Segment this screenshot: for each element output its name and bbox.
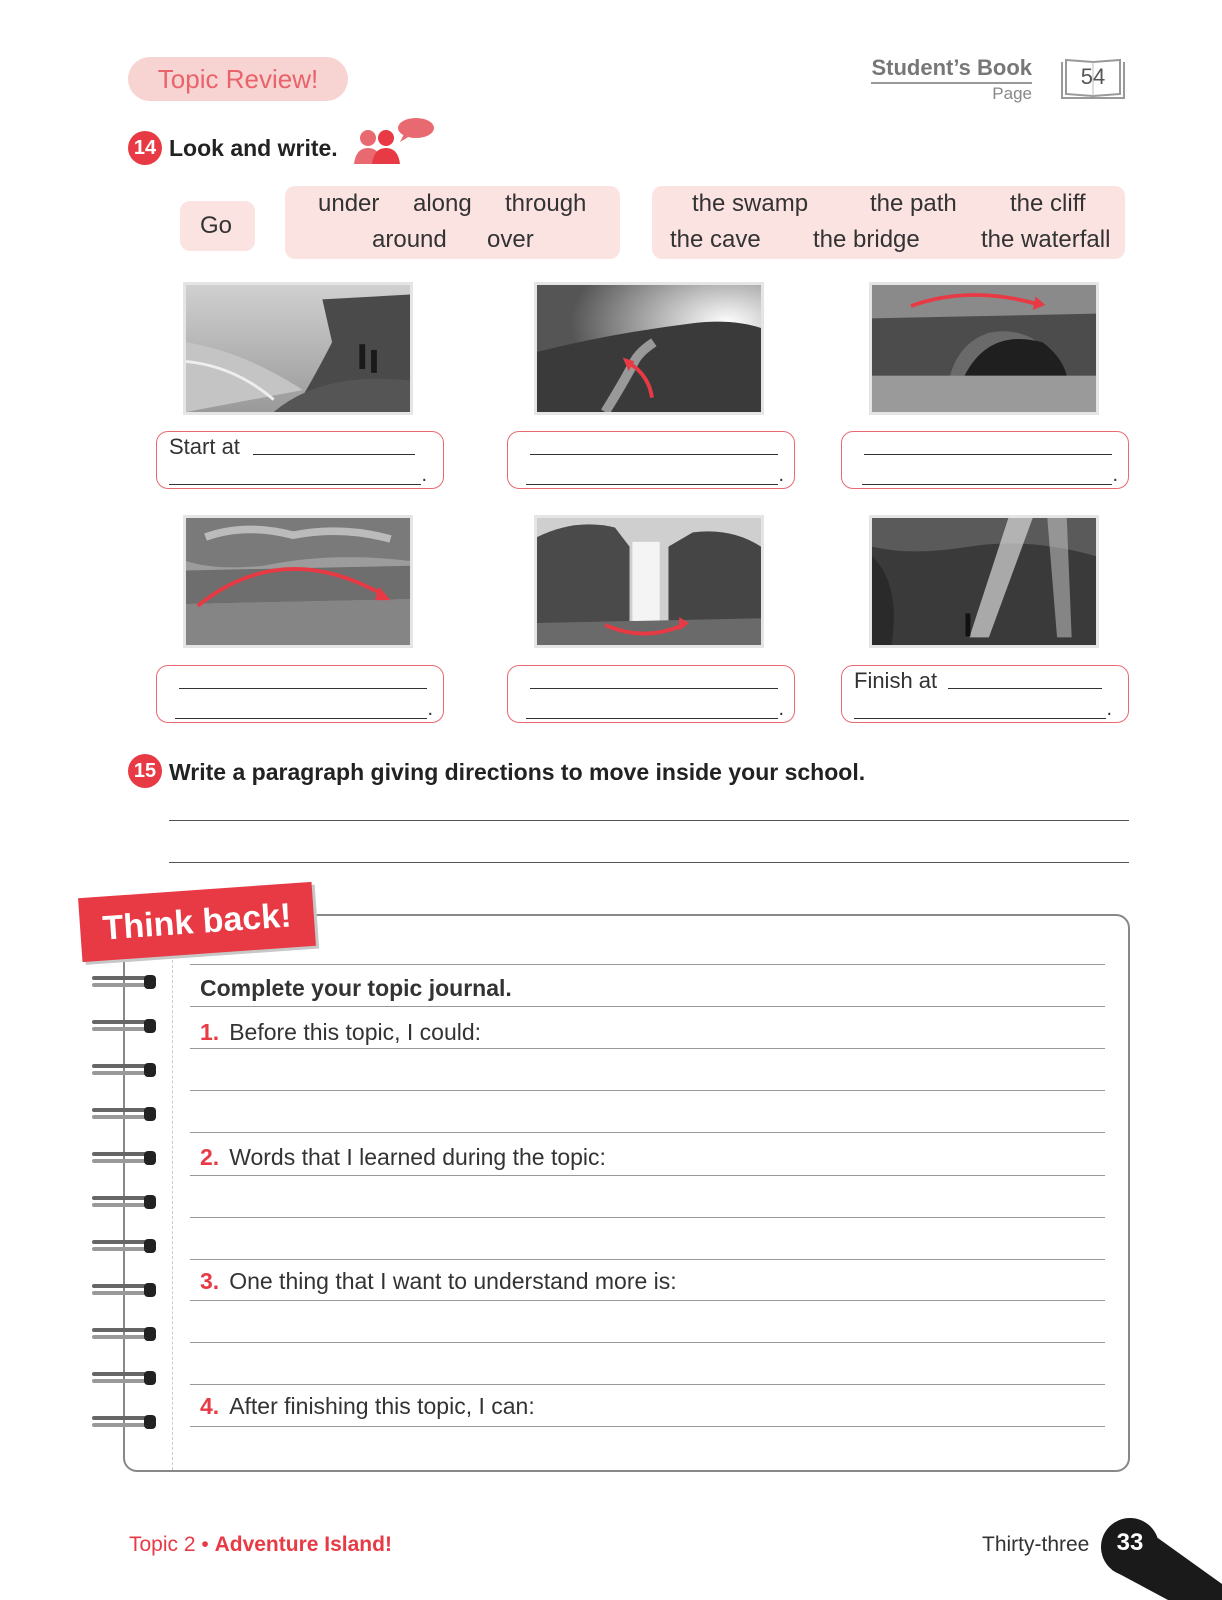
word-the-path: the path bbox=[870, 190, 957, 217]
spiral-ring bbox=[92, 1061, 158, 1079]
notebook-rule[interactable] bbox=[190, 1384, 1105, 1385]
start-at-label: Start at bbox=[169, 434, 240, 459]
word-go: Go bbox=[200, 212, 233, 239]
word-box-prepositions bbox=[285, 186, 620, 259]
period: . bbox=[778, 464, 784, 486]
journal-item-3-text: One thing that I want to understand more is: bbox=[229, 1268, 677, 1294]
spiral-ring bbox=[92, 973, 158, 991]
journal-item-1 bbox=[200, 1019, 481, 1046]
students-book-page-number: 54 bbox=[1080, 64, 1106, 89]
word-the-waterfall: the waterfall bbox=[981, 226, 1111, 253]
photo-cliff bbox=[183, 282, 413, 415]
finish-at-label: Finish at bbox=[854, 668, 938, 693]
answer-box-1[interactable] bbox=[156, 431, 444, 489]
word-box-places bbox=[652, 186, 1125, 259]
period: . bbox=[427, 698, 433, 720]
notebook-rule bbox=[190, 1006, 1105, 1007]
spiral-ring bbox=[92, 1281, 158, 1299]
word-around: around bbox=[372, 226, 447, 253]
answer-line[interactable] bbox=[175, 718, 427, 719]
exercise-15-number: 15 bbox=[128, 754, 162, 788]
photo-path bbox=[534, 282, 764, 415]
period: . bbox=[421, 464, 427, 486]
students-book-reference bbox=[871, 55, 1032, 104]
word-over: over bbox=[487, 226, 534, 253]
answer-box-3[interactable] bbox=[841, 431, 1129, 489]
spiral-ring bbox=[92, 1149, 158, 1167]
notebook-rule[interactable] bbox=[190, 1048, 1105, 1049]
notebook-rule[interactable] bbox=[190, 1300, 1105, 1301]
spiral-ring bbox=[92, 1237, 158, 1255]
think-back-tag: Think back! bbox=[78, 882, 316, 962]
exercise-15-title: Write a paragraph giving directions to move inside your school. bbox=[169, 759, 866, 785]
journal-item-3 bbox=[200, 1268, 677, 1295]
journal-item-1-number: 1. bbox=[200, 1019, 220, 1045]
period: . bbox=[1112, 464, 1118, 486]
exercise-14-title: Look and write. bbox=[169, 135, 338, 161]
journal-item-2-number: 2. bbox=[200, 1144, 220, 1170]
notebook-rule[interactable] bbox=[190, 1090, 1105, 1091]
spiral-ring bbox=[92, 1413, 158, 1431]
notebook-rule[interactable] bbox=[190, 1426, 1105, 1427]
journal-item-2-text: Words that I learned during the topic: bbox=[229, 1144, 606, 1170]
word-through: through bbox=[505, 190, 587, 217]
journal-item-1-text: Before this topic, I could: bbox=[229, 1019, 482, 1045]
spiral-ring bbox=[92, 1325, 158, 1343]
journal-item-2 bbox=[200, 1144, 606, 1171]
photo-bridge bbox=[869, 282, 1099, 415]
period: . bbox=[778, 698, 784, 720]
spiral-ring bbox=[92, 1369, 158, 1387]
spiral-ring bbox=[92, 1017, 158, 1035]
answer-line[interactable] bbox=[526, 718, 778, 719]
footer-topic bbox=[129, 1533, 392, 1557]
students-book-page-label: Page bbox=[992, 84, 1032, 103]
footer-topic-name: Adventure Island! bbox=[214, 1533, 392, 1556]
answer-line[interactable] bbox=[530, 454, 778, 455]
spiral-ring bbox=[92, 1105, 158, 1123]
photo-waterfall bbox=[534, 515, 764, 648]
answer-line[interactable] bbox=[253, 454, 415, 455]
writing-line-1[interactable] bbox=[169, 820, 1129, 821]
journal-item-4-text: After finishing this topic, I can: bbox=[229, 1393, 535, 1419]
answer-box-6[interactable] bbox=[841, 665, 1129, 723]
answer-line[interactable] bbox=[530, 688, 778, 689]
word-the-bridge: the bridge bbox=[813, 226, 920, 253]
notebook-rule[interactable] bbox=[190, 1259, 1105, 1260]
answer-line[interactable] bbox=[948, 688, 1102, 689]
spiral-ring bbox=[92, 1193, 158, 1211]
journal-intro: Complete your topic journal. bbox=[200, 975, 512, 1001]
word-under: under bbox=[318, 190, 380, 217]
word-box-go bbox=[180, 201, 255, 251]
answer-line[interactable] bbox=[526, 484, 778, 485]
word-along: along bbox=[413, 190, 472, 217]
answer-line[interactable] bbox=[179, 688, 427, 689]
word-the-swamp: the swamp bbox=[692, 190, 809, 217]
journal-item-4 bbox=[200, 1393, 535, 1420]
answer-line[interactable] bbox=[864, 454, 1112, 455]
footer-topic-number: Topic 2 • bbox=[129, 1533, 209, 1556]
notebook-rule[interactable] bbox=[190, 1132, 1105, 1133]
notebook-rule[interactable] bbox=[190, 1342, 1105, 1343]
answer-box-4[interactable] bbox=[156, 665, 444, 723]
answer-line[interactable] bbox=[862, 484, 1112, 485]
notebook-rule[interactable] bbox=[190, 1175, 1105, 1176]
students-book-title: Student’s Book bbox=[871, 55, 1032, 84]
word-the-cliff: the cliff bbox=[1010, 190, 1086, 217]
journal-item-4-number: 4. bbox=[200, 1393, 220, 1419]
topic-review-banner: Topic Review! bbox=[128, 57, 348, 101]
notebook-margin bbox=[172, 960, 173, 1470]
word-the-cave: the cave bbox=[670, 226, 761, 253]
page-number: 33 bbox=[1116, 1529, 1144, 1556]
period: . bbox=[1106, 698, 1112, 720]
answer-box-2[interactable] bbox=[507, 431, 795, 489]
photo-cave bbox=[869, 515, 1099, 648]
photo-swamp bbox=[183, 515, 413, 648]
footer-page-words: Thirty-three bbox=[982, 1533, 1090, 1556]
answer-line[interactable] bbox=[169, 484, 421, 485]
exercise-14-number: 14 bbox=[128, 131, 162, 165]
journal-item-3-number: 3. bbox=[200, 1268, 220, 1294]
answer-box-5[interactable] bbox=[507, 665, 795, 723]
pair-work-icon bbox=[352, 116, 436, 166]
writing-line-2[interactable] bbox=[169, 862, 1129, 863]
notebook-rule[interactable] bbox=[190, 1217, 1105, 1218]
answer-line[interactable] bbox=[854, 718, 1106, 719]
notebook-rule bbox=[190, 964, 1105, 965]
